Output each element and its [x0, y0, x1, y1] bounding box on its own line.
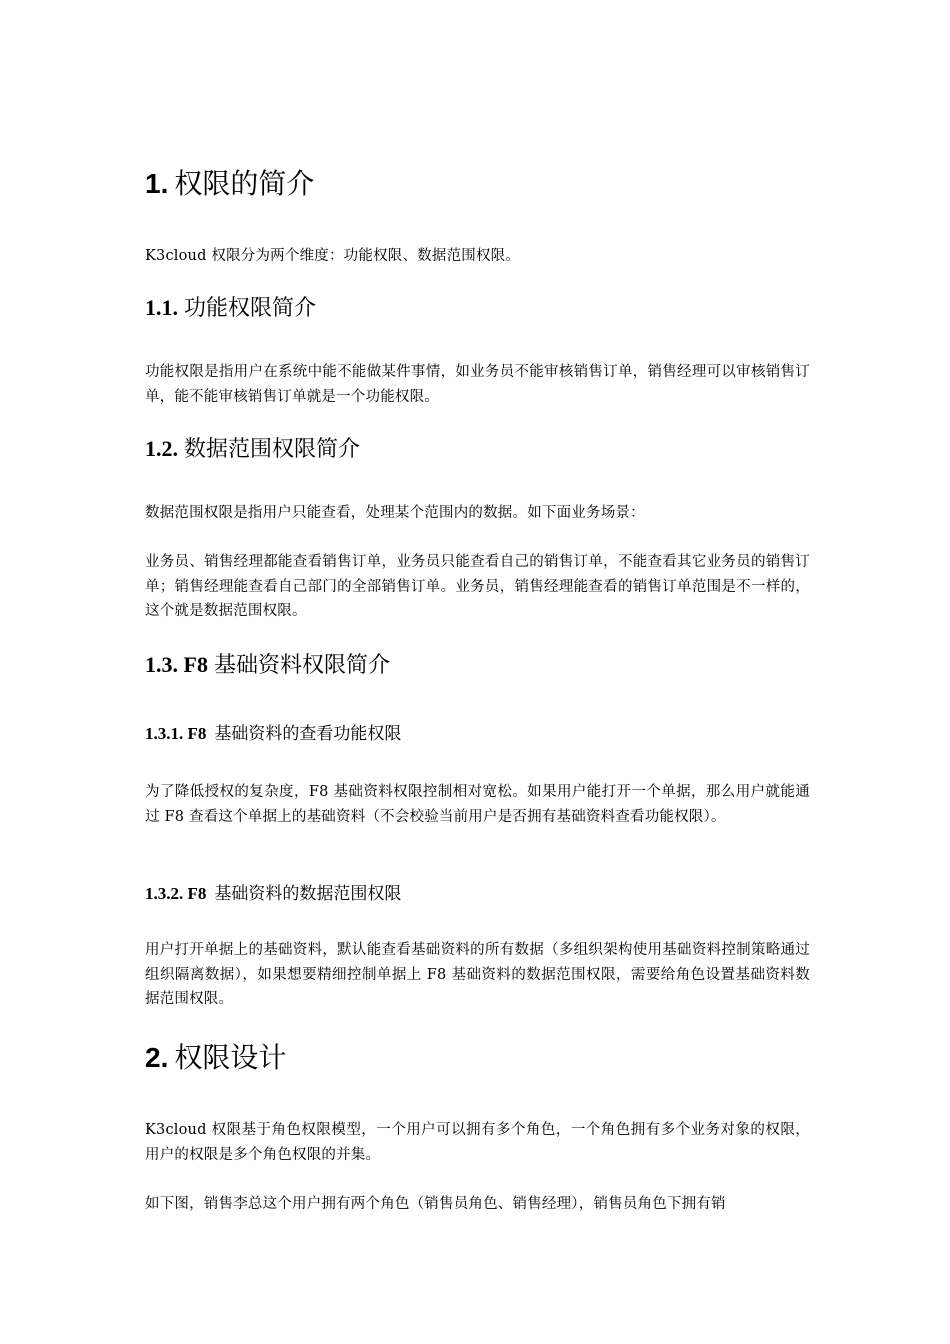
- heading-title: 基础资料权限简介: [213, 653, 390, 678]
- heading-1-3-1: [145, 722, 810, 746]
- heading-number: 1.2.: [145, 436, 178, 461]
- heading-title: 基础资料的查看功能权限: [214, 724, 402, 744]
- heading-2: [145, 1040, 810, 1076]
- heading-title: 权限的简介: [174, 167, 315, 200]
- paragraph: 业务员、销售经理都能查看销售订单，业务员只能查看自己的销售订单，不能查看其它业务员的销售订单；销售经理能查看自己部门的全部销售订单。业务员，销售经理能查看的销售订单范围是不一样的，这个就是数据范围权限。: [145, 554, 810, 619]
- paragraph: 用户打开单据上的基础资料，默认能查看基础资料的所有数据（多组织架构使用基础资料控制策略通过组织隔离数据），如果想要精细控制单据上 F8 基础资料的数据范围权限，需要给角色设置基础资料数据范围权限。: [145, 942, 810, 1007]
- paragraph: 功能权限是指用户在系统中能不能做某件事情，如业务员不能审核销售订单，销售经理可以审核销售订单，能不能审核销售订单就是一个功能权限。: [145, 364, 810, 405]
- heading-number: 1.3.2. F8: [145, 884, 207, 903]
- heading-title: 权限设计: [174, 1041, 287, 1074]
- heading-number: 1.3. F8: [145, 652, 208, 677]
- paragraph: 数据范围权限是指用户只能查看，处理某个范围内的数据。如下面业务场景：: [145, 505, 645, 521]
- heading-1-2: [145, 434, 810, 465]
- heading-1: [145, 166, 810, 202]
- heading-title: 基础资料的数据范围权限: [214, 884, 402, 904]
- heading-1-3: [145, 650, 810, 681]
- heading-title: 数据范围权限简介: [184, 437, 361, 462]
- paragraph: 为了降低授权的复杂度，F8 基础资料权限控制相对宽松。如果用户能打开一个单据，那么用户就能通过 F8 查看这个单据上的基础资料（不会校验当前用户是否拥有基础资料查看功能权限）。: [145, 784, 810, 825]
- paragraph: K3cloud 权限基于角色权限模型，一个用户可以拥有多个角色，一个角色拥有多个业务对象的权限，用户的权限是多个角色权限的并集。: [145, 1122, 810, 1163]
- heading-number: 1.: [145, 168, 169, 199]
- heading-1-1: [145, 293, 810, 324]
- heading-title: 功能权限简介: [184, 296, 317, 321]
- heading-number: 2.: [145, 1042, 169, 1073]
- paragraph: 如下图，销售李总这个用户拥有两个角色（销售员角色、销售经理），销售员角色下拥有销: [145, 1196, 726, 1212]
- heading-number: 1.3.1. F8: [145, 724, 207, 743]
- heading-1-3-2: [145, 882, 810, 906]
- heading-number: 1.1.: [145, 295, 178, 320]
- paragraph: K3cloud 权限分为两个维度：功能权限、数据范围权限。: [145, 248, 521, 264]
